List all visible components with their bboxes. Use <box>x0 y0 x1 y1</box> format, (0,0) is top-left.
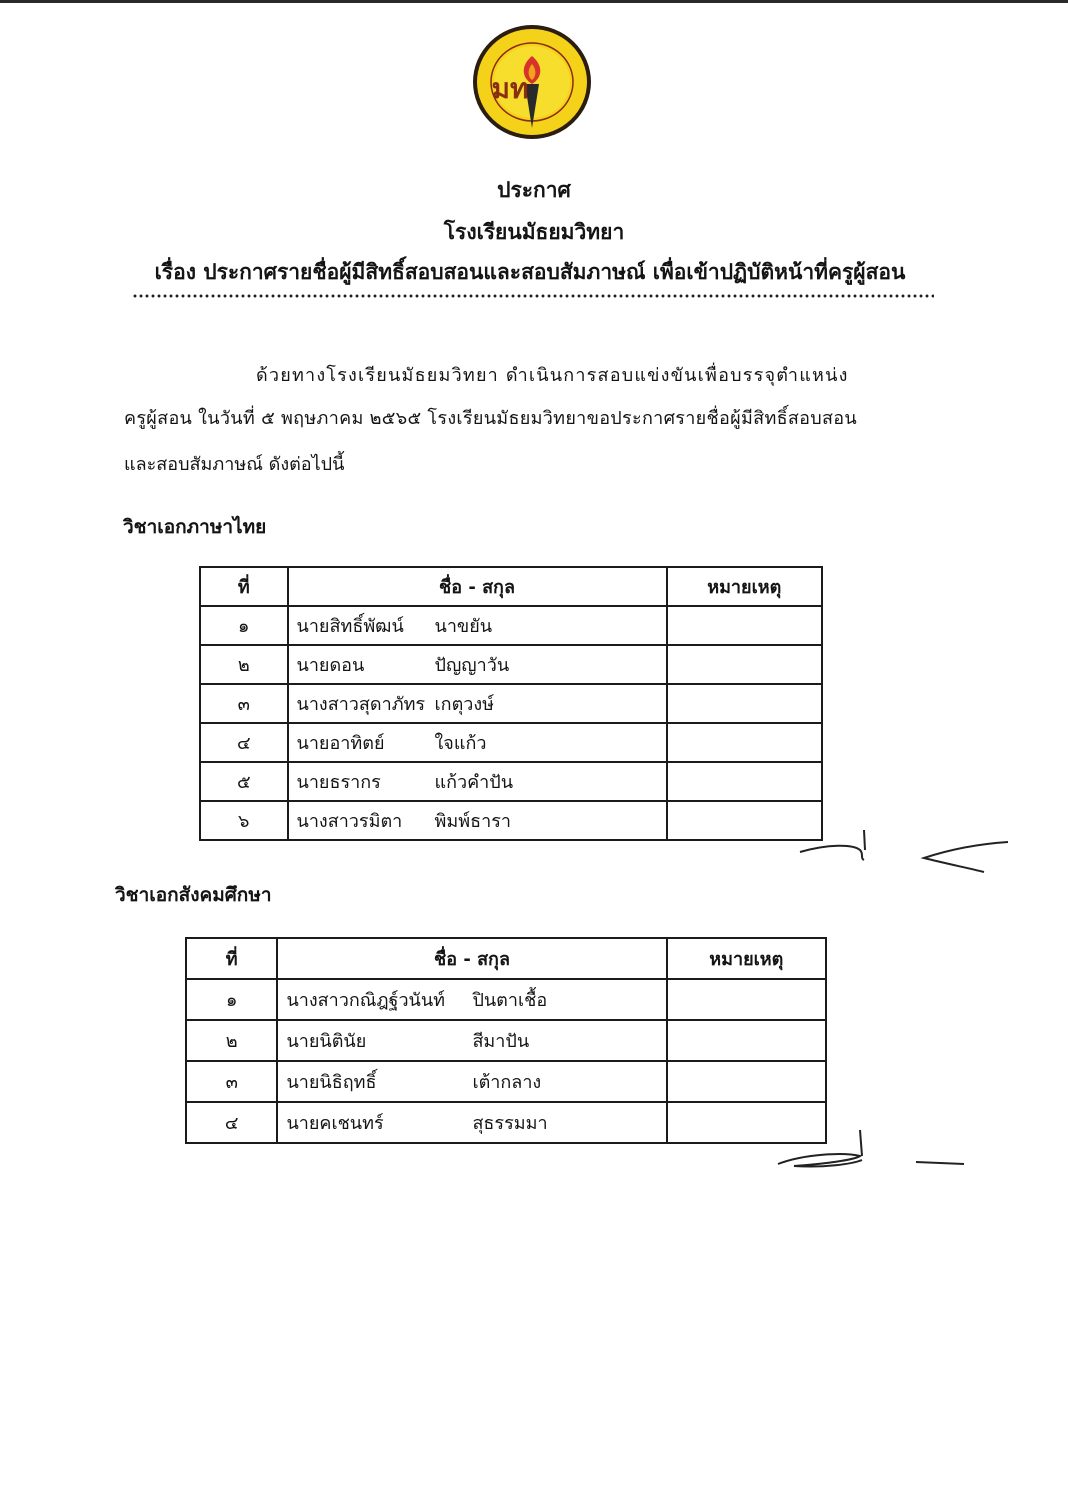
last-name: สุธรรมมา <box>472 1113 548 1134</box>
table-row <box>200 723 822 762</box>
row-name <box>288 684 667 723</box>
row-remark <box>667 723 823 762</box>
last-name: พิมพ์ธารา <box>434 811 511 832</box>
body-paragraph-line-1: ด้วยทางโรงเรียนมัธยมวิทยา ดำเนินการสอบแข่งขันเพื่อบรรจุตำแหน่ง <box>256 365 849 386</box>
section-title-thai: วิชาเอกภาษาไทย <box>123 516 267 538</box>
row-remark <box>667 1020 826 1061</box>
announcement-heading: ประกาศ <box>497 178 571 202</box>
row-number: ๖ <box>200 801 288 840</box>
row-name <box>288 606 667 645</box>
row-number: ๔ <box>186 1102 277 1143</box>
header-name: ชื่อ - สกุล <box>288 567 667 606</box>
first-name: นายนิธิฤทธิ์ <box>286 1072 377 1093</box>
header-remark: หมายเหตุ <box>667 938 826 979</box>
first-name: นายนิตินัย <box>286 1031 367 1052</box>
row-name <box>288 801 667 840</box>
last-name: เต้ากลาง <box>472 1072 542 1093</box>
last-name: แก้วคำปัน <box>434 772 514 793</box>
row-number: ๒ <box>186 1020 277 1061</box>
row-number: ๓ <box>200 684 288 723</box>
row-number: ๑ <box>186 979 277 1020</box>
thai-candidates-table <box>199 566 823 841</box>
section-title-social: วิชาเอกสังคมศึกษา <box>115 884 272 906</box>
dotted-divider <box>132 294 934 298</box>
first-name: นางสาวกณิฎฐ์วนันท์ <box>286 990 446 1011</box>
row-name <box>288 762 667 801</box>
row-remark <box>667 606 823 645</box>
last-name: ปัญญาวัน <box>434 655 510 676</box>
last-name: เกตุวงษ์ <box>434 694 495 715</box>
social-candidates-table <box>185 937 827 1144</box>
header-no: ที่ <box>186 938 277 979</box>
last-name: นาขยัน <box>434 616 493 637</box>
first-name: นางสาวสุดาภัทร <box>296 694 426 715</box>
table-header-row <box>186 938 826 979</box>
signature-mark <box>798 826 1018 882</box>
table-row <box>200 606 822 645</box>
table-row <box>200 762 822 801</box>
header-no: ที่ <box>200 567 288 606</box>
school-name: โรงเรียนมัธยมวิทยา <box>443 220 625 244</box>
header-remark: หมายเหตุ <box>667 567 823 606</box>
row-name <box>288 723 667 762</box>
row-number: ๑ <box>200 606 288 645</box>
last-name: สีมาปัน <box>472 1031 530 1052</box>
body-paragraph-line-3: และสอบสัมภาษณ์ ดังต่อไปนี้ <box>124 454 345 475</box>
first-name: นายอาทิตย์ <box>296 733 385 754</box>
school-logo <box>470 22 594 142</box>
row-remark <box>667 762 823 801</box>
table-row <box>186 1061 826 1102</box>
first-name: นายดอน <box>296 655 365 676</box>
table-row <box>186 979 826 1020</box>
row-remark <box>667 645 823 684</box>
table-row <box>200 684 822 723</box>
first-name: นายสิทธิ์พัฒน์ <box>296 616 404 637</box>
row-number: ๓ <box>186 1061 277 1102</box>
row-name <box>277 979 666 1020</box>
announcement-subject: เรื่อง ประกาศรายชื่อผู้มีสิทธิ์สอบสอนและสอบสัมภาษณ์ เพื่อเข้าปฏิบัติหน้าที่ครูผู้สอน <box>154 260 906 284</box>
row-remark <box>667 684 823 723</box>
row-number: ๕ <box>200 762 288 801</box>
last-name: ใจแก้ว <box>434 733 487 754</box>
first-name: นายธรากร <box>296 772 381 793</box>
row-name <box>288 645 667 684</box>
row-name <box>277 1020 666 1061</box>
row-name <box>277 1102 666 1143</box>
table-row <box>186 1020 826 1061</box>
header-name: ชื่อ - สกุล <box>277 938 666 979</box>
logo-initial-left: มท <box>491 72 529 105</box>
top-border-line <box>0 0 1068 3</box>
table-row <box>200 801 822 840</box>
last-name: ปินตาเชื้อ <box>472 990 548 1011</box>
row-remark <box>667 1061 826 1102</box>
row-number: ๒ <box>200 645 288 684</box>
row-number: ๔ <box>200 723 288 762</box>
row-name <box>277 1061 666 1102</box>
table-row <box>186 1102 826 1143</box>
table-header-row <box>200 567 822 606</box>
body-paragraph-line-2: ครูผู้สอน ในวันที่ ๕ พฤษภาคม ๒๕๖๕ โรงเรียนมัธยมวิทยาขอประกาศรายชื่อผู้มีสิทธิ์สอบสอน <box>124 408 858 429</box>
table-row <box>200 645 822 684</box>
first-name: นางสาวรมิตา <box>296 811 403 832</box>
first-name: นายคเชนทร์ <box>286 1113 384 1134</box>
signature-mark-2 <box>774 1124 974 1176</box>
row-remark <box>667 979 826 1020</box>
